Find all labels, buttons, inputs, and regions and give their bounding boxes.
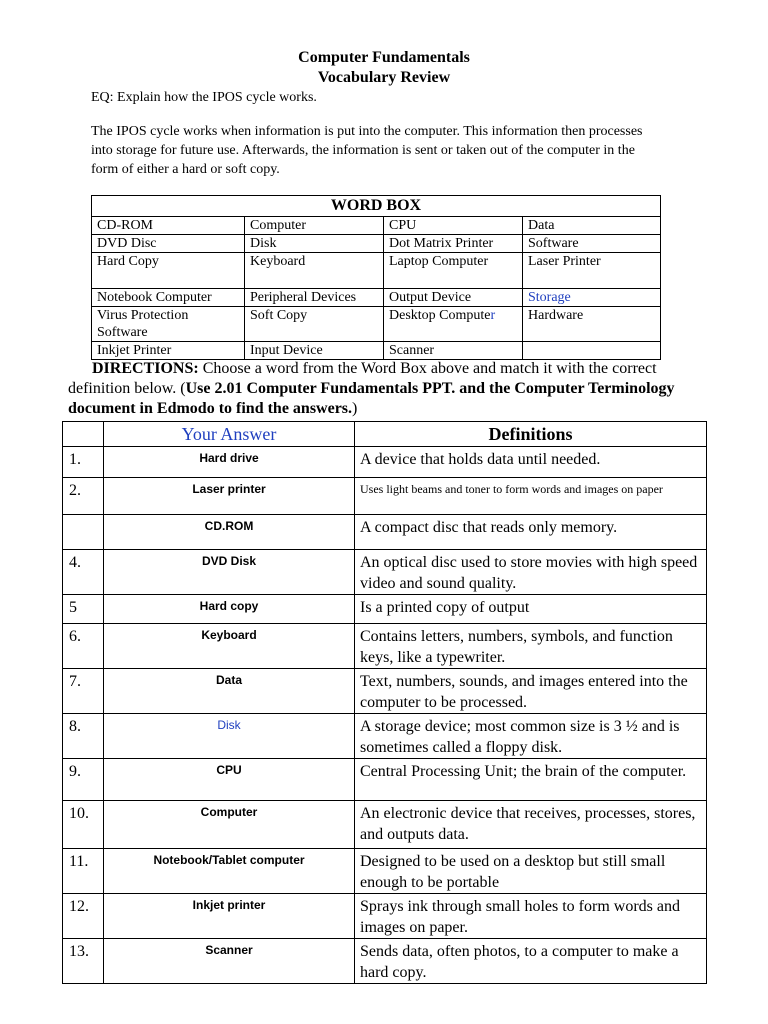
answer-cell: Laser printer (104, 478, 355, 515)
definition-cell: Uses light beams and toner to form words and images on paper (355, 478, 707, 515)
intro-paragraph: The IPOS cycle works when information is put into the computer. This information then processes into storage for future use. Afterwards, the information is sent or taken out of the computer in the form of either a hard or soft copy. (91, 124, 643, 177)
word-box-cell (523, 342, 661, 360)
row-number: 13. (63, 939, 104, 984)
answer-cell: CD.ROM (104, 515, 355, 550)
word-box-cell: Peripheral Devices (245, 289, 384, 307)
word-box-title: WORD BOX (92, 196, 661, 217)
word-box-cell: Input Device (245, 342, 384, 360)
definition-cell: Sprays ink through small holes to form words and images on paper. (355, 894, 707, 939)
table-row (63, 849, 707, 894)
word-box-row (92, 217, 661, 235)
answer-cell: CPU (104, 759, 355, 801)
definitions-header: Definitions (355, 422, 707, 447)
word-box-cell: Dot Matrix Printer (384, 235, 523, 253)
word-box-cell: Laser Printer (523, 253, 661, 289)
row-number (63, 515, 104, 550)
definition-cell: A compact disc that reads only memory. (355, 515, 707, 550)
answer-cell: Inkjet printer (104, 894, 355, 939)
answer-cell: Disk (104, 714, 355, 759)
word-box-cell: Data (523, 217, 661, 235)
answer-cell: DVD Disk (104, 550, 355, 595)
answer-cell: Data (104, 669, 355, 714)
word-box-cell: Notebook Computer (92, 289, 245, 307)
directions-close: ) (352, 400, 358, 417)
row-number: 11. (63, 849, 104, 894)
answer-cell: Notebook/Tablet computer (104, 849, 355, 894)
row-number: 6. (63, 624, 104, 669)
row-number: 10. (63, 801, 104, 849)
word-box-cell: Hardware (523, 307, 661, 342)
word-box-cell: Disk (245, 235, 384, 253)
page-title: Computer Fundamentals (298, 49, 470, 66)
answer-cell: Computer (104, 801, 355, 849)
answer-cell: Keyboard (104, 624, 355, 669)
definition-cell: Central Processing Unit; the brain of the computer. (355, 759, 707, 801)
answer-cell: Hard copy (104, 595, 355, 624)
word-box-cell: CD-ROM (92, 217, 245, 235)
word-box-cell: Scanner (384, 342, 523, 360)
word-box-cell: CPU (384, 217, 523, 235)
row-number: 1. (63, 447, 104, 478)
row-number: 9. (63, 759, 104, 801)
table-row (63, 478, 707, 515)
row-number: 2. (63, 478, 104, 515)
word-box-cell: DVD Disc (92, 235, 245, 253)
table-row (63, 515, 707, 550)
row-number: 5 (63, 595, 104, 624)
definition-cell: A device that holds data until needed. (355, 447, 707, 478)
word-box-cell: Software (523, 235, 661, 253)
definition-cell: An optical disc used to store movies with high speed video and sound quality. (355, 550, 707, 595)
word-box-cell: Laptop Computer (384, 253, 523, 289)
word-box-row (92, 289, 661, 307)
number-header (63, 422, 104, 447)
word-box-row (92, 307, 661, 342)
directions-text: Choose a word from the Word Box above and match it with the correct definition below. ( (68, 360, 657, 397)
word-box-cell: Soft Copy (245, 307, 384, 342)
directions-bold-text: Use 2.01 Computer Fundamentals PPT. and the Computer Terminology document in Edmodo to find the answers. (68, 380, 675, 417)
answers-table (62, 421, 707, 984)
table-row (63, 759, 707, 801)
table-row (63, 447, 707, 478)
definition-cell: Designed to be used on a desktop but still small enough to be portable (355, 849, 707, 894)
table-row (63, 894, 707, 939)
word-box-cell: Output Device (384, 289, 523, 307)
table-row (63, 550, 707, 595)
row-number: 8. (63, 714, 104, 759)
table-row (63, 624, 707, 669)
word-box-cell: Hard Copy (92, 253, 245, 289)
table-row (63, 801, 707, 849)
directions-label: DIRECTIONS: (92, 360, 199, 377)
answer-cell: Scanner (104, 939, 355, 984)
essential-question: EQ: Explain how the IPOS cycle works. (91, 90, 317, 105)
table-row (63, 714, 707, 759)
page-subtitle: Vocabulary Review (317, 69, 451, 86)
answer-cell: Hard drive (104, 447, 355, 478)
definition-cell: Sends data, often photos, to a computer to make a hard copy. (355, 939, 707, 984)
word-box-table (91, 195, 661, 360)
row-number: 4. (63, 550, 104, 595)
table-row (63, 595, 707, 624)
your-answer-header: Your Answer (104, 422, 355, 447)
definition-cell: Contains letters, numbers, symbols, and function keys, like a typewriter. (355, 624, 707, 669)
word-box-cell: Virus Protection Software (92, 307, 245, 342)
word-box-cell: Computer (245, 217, 384, 235)
word-box-cell: Desktop Computer (384, 307, 523, 342)
word-box-cell: Keyboard (245, 253, 384, 289)
word-box-cell: Inkjet Printer (92, 342, 245, 360)
definition-cell: Text, numbers, sounds, and images entered into the computer to be processed. (355, 669, 707, 714)
definition-cell: Is a printed copy of output (355, 595, 707, 624)
table-row (63, 939, 707, 984)
word-box-row (92, 235, 661, 253)
directions (68, 359, 708, 419)
word-box-row (92, 342, 661, 360)
definition-cell: A storage device; most common size is 3 ½ and is sometimes called a floppy disk. (355, 714, 707, 759)
row-number: 7. (63, 669, 104, 714)
row-number: 12. (63, 894, 104, 939)
word-box-row (92, 253, 661, 289)
word-box-cell: Storage (523, 289, 661, 307)
definition-cell: An electronic device that receives, processes, stores, and outputs data. (355, 801, 707, 849)
table-row (63, 669, 707, 714)
